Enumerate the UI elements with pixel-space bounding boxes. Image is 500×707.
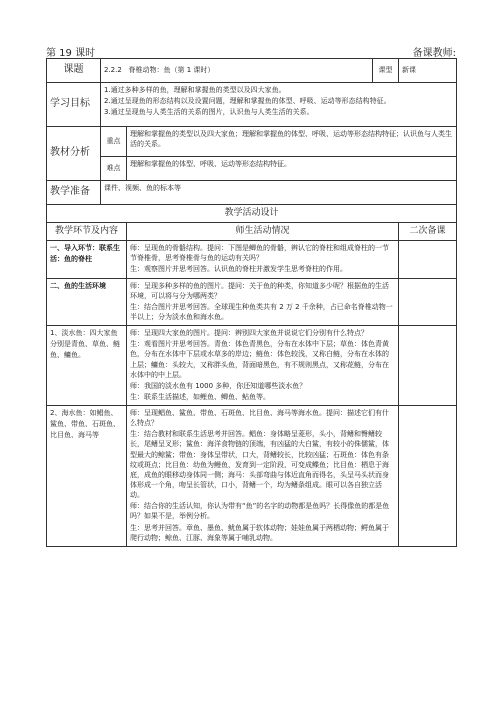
- phase-column-header: 教学环节及内容: [47, 223, 127, 241]
- design-title-row: [47, 205, 457, 223]
- activity-cell: [127, 278, 399, 326]
- activity-line: 生：观看图片并思考回答。青鱼：体色青黑色，分布在水体中下层；草鱼：体色青黄色，分布在水体中下层或水草多的岸边；鲢鱼：体色较浅，又称白鲢，分布在水体的上层；鳙鱼：头较大，又称胖头鱼，背面暗黑色，有不规则黑点，又称花鲢，分布在水体中的中上层。: [130, 340, 389, 379]
- topic-section: 2.2.2: [104, 66, 122, 75]
- goals-label: 学习目标: [47, 83, 101, 127]
- design-header-row: [47, 223, 457, 241]
- goals-list: [101, 83, 457, 127]
- second-prep-cell: [399, 278, 457, 326]
- activity-line: 师：结合你的生活认知，你认为带有“鱼”的名字的动物都是鱼吗？长得像鱼的都是鱼吗？如果不是，举例分析。: [130, 502, 390, 521]
- activity-row: [47, 326, 457, 406]
- difficulty-text: 理解和掌握鱼的体型、呼吸、运动等形态结构特征。: [127, 157, 457, 181]
- lesson-plan-table: [46, 58, 457, 547]
- design-title: 教学活动设计: [47, 205, 457, 223]
- goal-item: 3.通过呈现鱼与人类生活的关系的图片，认识鱼与人类生活的关系。: [104, 108, 314, 117]
- phase-cell: 1、淡水鱼：四大家鱼分别是青鱼、草鱼、鲢鱼、鳙鱼。: [47, 326, 127, 406]
- analysis-label: 教材分析: [47, 127, 101, 181]
- activity-line: 师：呈现四大家鱼的图片。提问：辨别四大家鱼并说说它们分别有什么特点？: [130, 329, 368, 338]
- activity-line: 师：呈现鲳鱼、鲨鱼、带鱼、石斑鱼、比目鱼、海马等海水鱼。提问：描述它们有什么特点？: [130, 409, 389, 428]
- analysis-key-row: [47, 127, 457, 157]
- phase-cell: 2、海水鱼：如鲳鱼、鲨鱼、带鱼、石斑鱼、比目鱼、海马等: [47, 406, 127, 547]
- lesson-number: 第 19 课时: [46, 48, 96, 59]
- prep-teacher: 备课教师:: [412, 48, 456, 59]
- type-value: 新课: [399, 59, 457, 83]
- activity-line: 师：呈现多种多样的鱼的图片。提问：关于鱼的种类，你知道多少呢？根据鱼的生活环境，可以将与分为哪两类？: [130, 281, 389, 300]
- second-prep-cell: [399, 406, 457, 547]
- topic-row: [47, 59, 457, 83]
- topic-label: 课题: [47, 59, 101, 83]
- key-point-label: 重点: [101, 127, 127, 157]
- activity-line: 生：观察图片并思考回答。认识鱼的脊柱并激发学生思考脊柱的作用。: [130, 265, 347, 274]
- prep-row: [47, 181, 457, 205]
- second-prep-cell: [399, 241, 457, 278]
- activity-row: [47, 406, 457, 547]
- activity-line: 生：结合教材和联系生活思考并回答。鲳鱼：身体略呈菱形，头小，背鳍和臀鳍较长，尾鳍呈叉形；鲨鱼：海洋食物链的顶端，有凶猛的大白鲨，有较小的侏儒鲨，体型最大的鲸鲨；带鱼：身体呈带状，口大，背鳍较长，比较凶猛；石斑鱼：体色有条纹或斑点；比目鱼：幼鱼为鳗鱼，发育到一定阶段，可变成鲽鱼；比目鱼：栖息于海底，成鱼的眼移动身体同一侧；海马：头部弯曲与体近直角而得名，头呈马头状而身体形成一个角，吻呈长管状，口小，背鳍一个，均为鳍条组成。眼可以各自独立活动。: [130, 430, 389, 500]
- phase-cell: 二、鱼的生活环境: [47, 278, 127, 326]
- analysis-difficulty-row: [47, 157, 457, 181]
- activity-cell: [127, 326, 399, 406]
- phase-cell: 一、导入环节：联系生活：鱼的脊柱: [47, 241, 127, 278]
- activity-line: 师：我国的淡水鱼有 1000 多种，你还知道哪些淡水鱼？: [130, 381, 307, 390]
- second-prep-cell: [399, 326, 457, 406]
- activity-line: 师：呈现鱼的骨骼结构。提问：下图是鲫鱼的骨骼，辨认它的脊柱和组成脊柱的一节节脊椎骨，思考脊椎骨与鱼的运动有关吗？: [130, 244, 389, 263]
- goals-row: [47, 83, 457, 127]
- prep-label: 教学准备: [47, 181, 101, 205]
- topic-cell: [101, 59, 373, 83]
- activity-cell: [127, 406, 399, 547]
- type-label: 课型: [373, 59, 399, 83]
- goal-item: 2.通过呈现鱼的形态结构以及设置问题，理解和掌握鱼的体型、呼吸、运动等形态结构特征。: [104, 97, 391, 106]
- activity-cell: [127, 241, 399, 278]
- prep-text: 课件、视频、鱼的标本等: [101, 181, 457, 205]
- activity-row: [47, 278, 457, 326]
- activity-line: 生：联系生活描述，如鲤鱼、鲫鱼、鲇鱼等。: [130, 392, 270, 401]
- topic-title: 脊椎动物：鱼（第 1 课时）: [128, 66, 215, 75]
- activity-line: 生：结合图片并思考回答。全球现生种鱼类共有 2 万 2 千余种，占已命名脊椎动物一半以上；分为淡水鱼和海水鱼。: [130, 302, 393, 321]
- activity-line: 生：思考并回答。章鱼、墨鱼、鱿鱼属于软体动物；娃娃鱼属于两栖动物；鳄鱼属于爬行动物；鲸鱼、江豚、海象等属于哺乳动物。: [130, 523, 389, 542]
- activity-column-header: 师生活动情况: [127, 223, 399, 241]
- goal-item: 1.通过多种多样的鱼，理解和掌握鱼的类型以及四大家鱼。: [104, 86, 286, 94]
- activity-row: [47, 241, 457, 278]
- key-point-text: 理解和掌握鱼的类型以及四大家鱼；理解和掌握鱼的体型、呼吸、运动等形态结构特征；认识鱼与人类生活的关系。: [127, 127, 457, 157]
- difficulty-label: 难点: [101, 157, 127, 181]
- second-prep-column-header: 二次备课: [399, 223, 457, 241]
